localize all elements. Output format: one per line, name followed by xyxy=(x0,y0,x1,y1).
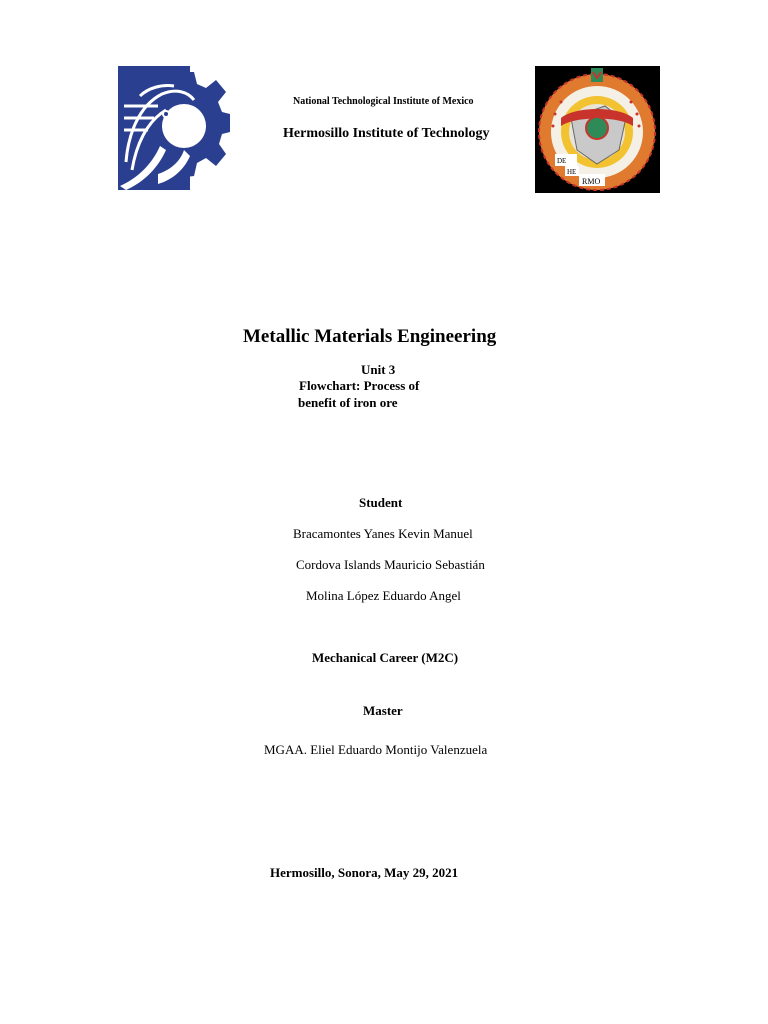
document-title: Metallic Materials Engineering xyxy=(243,326,497,347)
student-name: Cordova Islands Mauricio Sebastián xyxy=(296,557,485,572)
national-institute-name: National Technological Institute of Mexico xyxy=(293,96,474,107)
seal-text-de: DE xyxy=(557,157,567,165)
seal-text-he: HE xyxy=(567,168,577,176)
unit-label: Unit 3 xyxy=(361,362,396,377)
career-label: Mechanical Career (M2C) xyxy=(312,650,459,665)
seal-text-rmo: RMO xyxy=(582,177,601,186)
ith-seal-icon xyxy=(535,66,660,193)
place-and-date: Hermosillo, Sonora, May 29, 2021 xyxy=(270,865,459,880)
master-heading: Master xyxy=(363,703,403,718)
tecnm-logo-icon xyxy=(118,66,230,190)
student-name: Bracamontes Yanes Kevin Manuel xyxy=(293,526,473,541)
flowchart-subtitle-line-1: Flowchart: Process of xyxy=(299,378,420,393)
local-institute-name: Hermosillo Institute of Technology xyxy=(283,126,490,141)
master-name: MGAA. Eliel Eduardo Montijo Valenzuela xyxy=(264,742,488,757)
student-heading: Student xyxy=(359,495,403,510)
student-name: Molina López Eduardo Angel xyxy=(306,588,461,603)
flowchart-subtitle-line-2: benefit of iron ore xyxy=(298,395,398,410)
